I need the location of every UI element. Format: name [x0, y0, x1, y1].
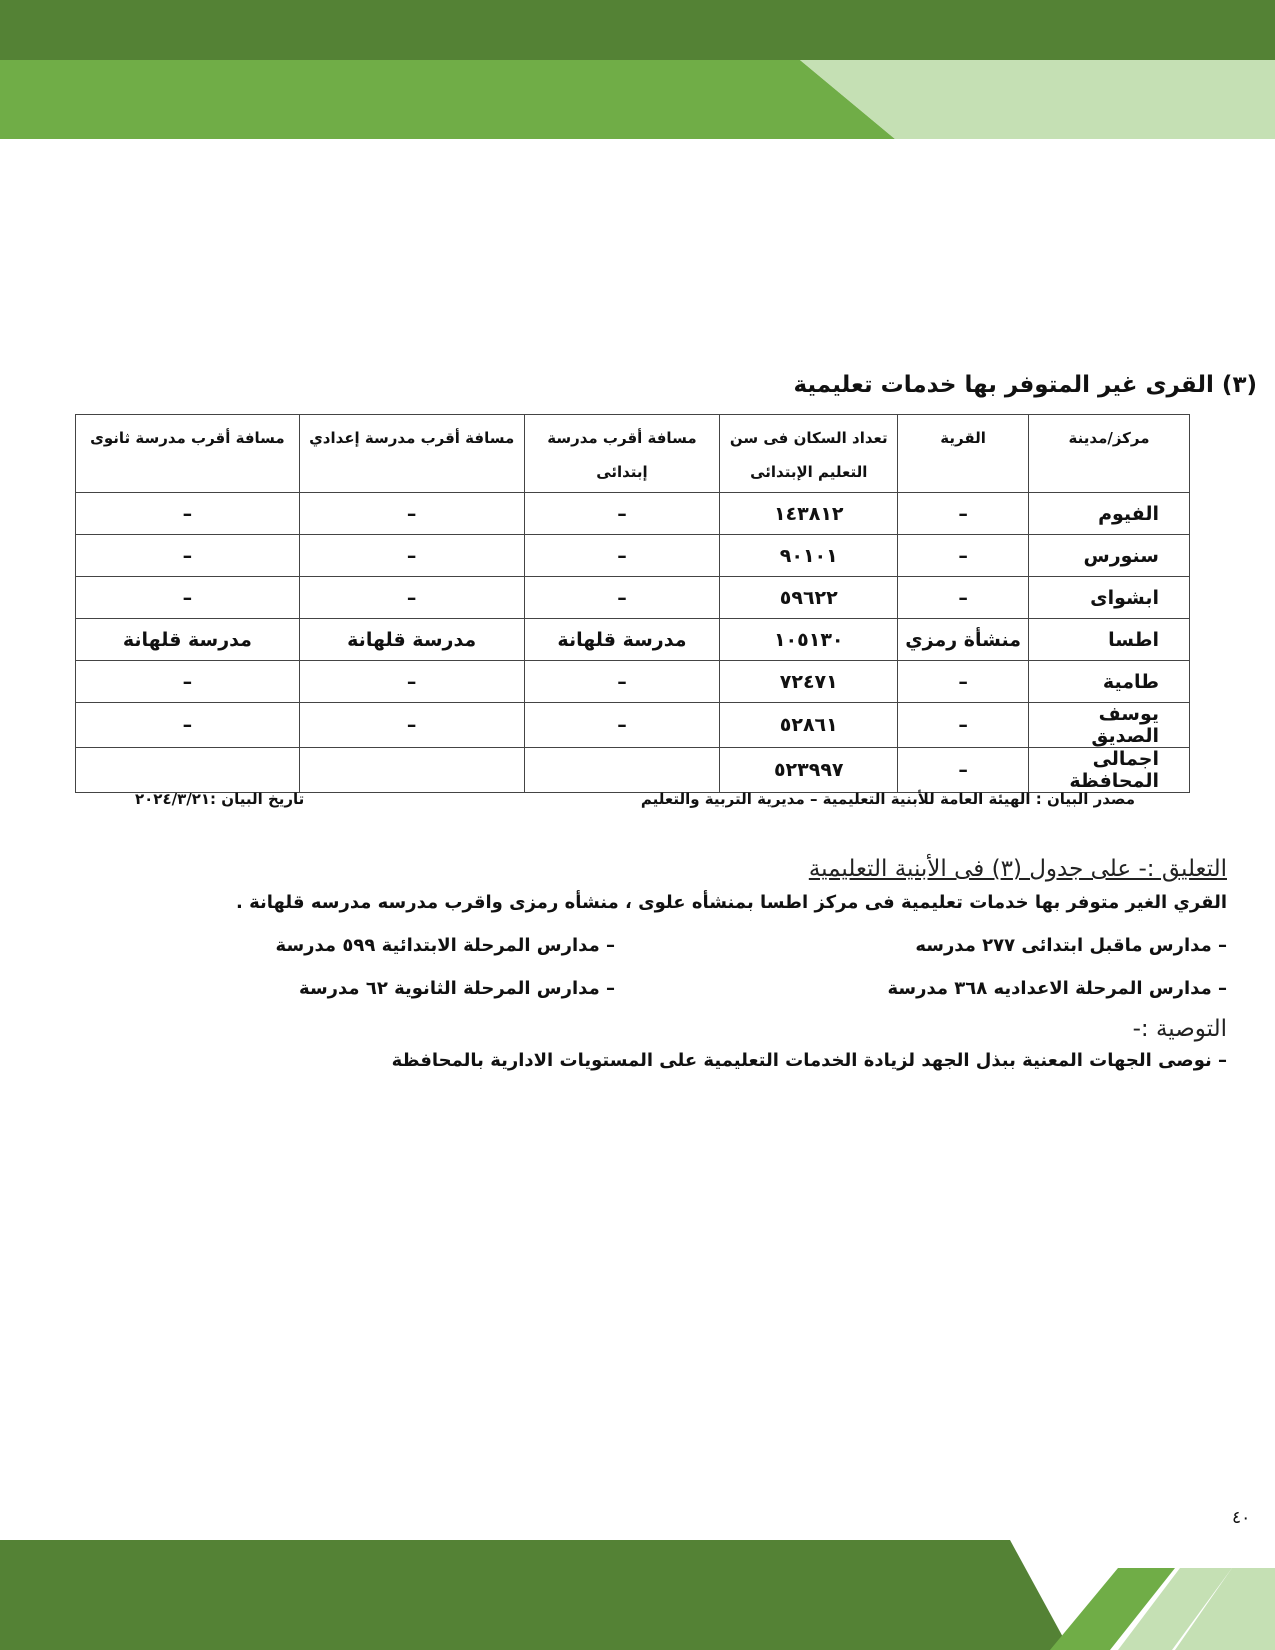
footer-banner: [0, 1510, 1275, 1650]
header-village: القرية: [898, 415, 1029, 493]
cell-primary: –: [524, 703, 720, 748]
commentary-bullet: – مدارس المرحلة الثانوية ٦٢ مدرسة: [299, 978, 615, 999]
cell-village: –: [898, 493, 1029, 535]
data-date: تاريخ البيان :٢٠٢٤/٣/٢١: [135, 790, 305, 808]
table-row: [76, 577, 1190, 619]
cell-city: سنورس: [1029, 535, 1190, 577]
cell-prep: –: [299, 493, 524, 535]
table-row: [76, 493, 1190, 535]
cell-secondary: مدرسة قلهانة: [76, 619, 300, 661]
cell-population: ٩٠١٠١: [720, 535, 898, 577]
cell-primary: –: [524, 661, 720, 703]
cell-population: ١٤٣٨١٢: [720, 493, 898, 535]
table-row: [76, 703, 1190, 748]
cell-secondary: –: [76, 577, 300, 619]
header-city: مركز/مدينة: [1029, 415, 1190, 493]
cell-village: –: [898, 703, 1029, 748]
cell-city: اطسا: [1029, 619, 1190, 661]
data-source: مصدر البيان : الهيئة العامة للأبنية التعليمية – مديرية التربية والتعليم: [640, 790, 1135, 808]
cell-primary: مدرسة قلهانة: [524, 619, 720, 661]
cell-primary: –: [524, 577, 720, 619]
cell-village: –: [898, 661, 1029, 703]
cell-prep: –: [299, 535, 524, 577]
header-prep-distance: مسافة أقرب مدرسة إعدادي: [299, 415, 524, 493]
cell-prep: مدرسة قلهانة: [299, 619, 524, 661]
cell-village: –: [898, 577, 1029, 619]
cell-secondary: –: [76, 493, 300, 535]
page-number: ٤٠: [1232, 1508, 1251, 1528]
cell-city: طامية: [1029, 661, 1190, 703]
commentary-title: التعليق :- على جدول (٣) فى الأبنية التعليمية: [808, 856, 1227, 882]
table-row: [76, 661, 1190, 703]
cell-population: ٥٢٨٦١: [720, 703, 898, 748]
cell-population: ٥٩٦٢٢: [720, 577, 898, 619]
cell-population: ٧٢٤٧١: [720, 661, 898, 703]
cell-prep: –: [299, 577, 524, 619]
schools-table: [75, 414, 1190, 793]
recommendation-text: – نوصى الجهات المعنية ببذل الجهد لزيادة الخدمات التعليمية على المستويات الادارية بالمحافظة: [391, 1050, 1227, 1071]
cell-village: منشأة رمزي: [898, 619, 1029, 661]
cell-city: اجمالى المحافظة: [1029, 748, 1190, 793]
header-population: تعداد السكان فى سن التعليم الإبتدائى: [720, 415, 898, 493]
cell-prep: –: [299, 661, 524, 703]
cell-secondary: [76, 748, 300, 793]
section-heading: (٣) القرى غير المتوفر بها خدمات تعليمية: [793, 372, 1257, 398]
cell-population: ٥٢٣٩٩٧: [720, 748, 898, 793]
cell-prep: –: [299, 703, 524, 748]
table-header-row: [76, 415, 1190, 493]
cell-secondary: –: [76, 535, 300, 577]
cell-city: ابشواى: [1029, 577, 1190, 619]
cell-prep: [299, 748, 524, 793]
cell-population: ١٠٥١٣٠: [720, 619, 898, 661]
commentary-text: القري الغير متوفر بها خدمات تعليمية فى مركز اطسا بمنشأه علوى ، منشأه رمزى واقرب مدرسه مدرسه قلهانة .: [236, 892, 1227, 913]
table-total-row: [76, 748, 1190, 793]
table-row: [76, 535, 1190, 577]
cell-village: –: [898, 748, 1029, 793]
cell-city: الفيوم: [1029, 493, 1190, 535]
cell-city: يوسف الصديق: [1029, 703, 1190, 748]
header-banner: [0, 0, 1275, 140]
header-primary-distance: مسافة أقرب مدرسة إبتدائى: [524, 415, 720, 493]
header-secondary-distance: مسافة أقرب مدرسة ثانوى: [76, 415, 300, 493]
commentary-bullet: – مدارس المرحلة الابتدائية ٥٩٩ مدرسة: [275, 935, 615, 956]
cell-primary: –: [524, 535, 720, 577]
commentary-bullet: – مدارس ماقبل ابتدائى ٢٧٧ مدرسه: [915, 935, 1227, 956]
cell-primary: –: [524, 493, 720, 535]
cell-secondary: –: [76, 661, 300, 703]
table-row: [76, 619, 1190, 661]
commentary-bullet: – مدارس المرحلة الاعداديه ٣٦٨ مدرسة: [887, 978, 1227, 999]
recommendation-title: التوصية :-: [1132, 1016, 1227, 1042]
cell-primary: [524, 748, 720, 793]
cell-village: –: [898, 535, 1029, 577]
cell-secondary: –: [76, 703, 300, 748]
